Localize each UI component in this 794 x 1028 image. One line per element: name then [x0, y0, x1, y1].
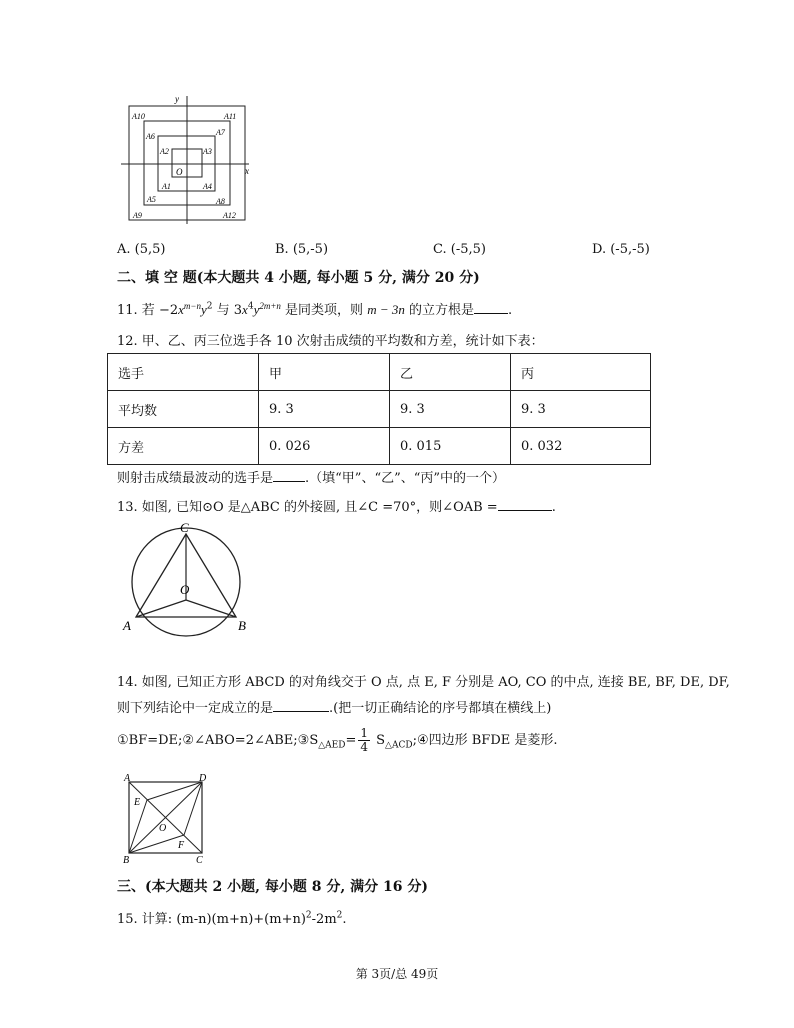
q11-suffix1: 是同类项，则 — [280, 303, 368, 318]
question-14-statements — [117, 727, 558, 754]
q11-answer-blank[interactable] — [474, 301, 508, 314]
q14-s3: ;④四边形 BFDE 是菱形. — [412, 733, 558, 748]
q11-term1-coef: −2 — [158, 303, 179, 318]
question-12-prompt — [117, 467, 505, 486]
point-a-label: A — [123, 618, 131, 633]
q12-after-a: 则射击成绩最波动的选手是 — [117, 471, 274, 486]
label-a7: A7 — [216, 128, 225, 137]
point-c-label: C — [180, 520, 189, 535]
table-cell: 0. 026 — [259, 428, 390, 465]
origin-label: O — [176, 167, 183, 177]
table-cell: 丙 — [511, 354, 651, 391]
q14-answer-blank[interactable] — [273, 699, 329, 712]
q13-answer-blank[interactable] — [498, 498, 552, 511]
table-cell: 乙 — [390, 354, 511, 391]
label-a4: A4 — [203, 182, 212, 191]
label-a8: A8 — [216, 197, 225, 206]
q15-sup2: 2 — [336, 910, 343, 921]
page-footer: 第 3页/总 49页 — [355, 967, 439, 981]
spiral-figure — [117, 92, 257, 227]
q15-b: -2m — [311, 912, 337, 927]
table-cell: 0. 015 — [390, 428, 511, 465]
option-c: C. (-5,5) — [433, 242, 486, 257]
label-a10: A10 — [132, 112, 145, 121]
table-row — [108, 428, 651, 465]
x-axis-label: x — [245, 166, 249, 176]
q14-s2-sub: △ACD — [385, 740, 413, 751]
q11-term2-x: x — [242, 302, 248, 317]
y-axis-label: y — [175, 94, 179, 104]
point-a-label: A — [124, 773, 131, 784]
point-e-label: E — [134, 797, 141, 808]
table-cell: 9. 3 — [511, 391, 651, 428]
question-12: 12. 甲、乙、丙三位选手各 10 次射击成绩的平均数和方差，统计如下表： — [117, 334, 544, 349]
q15-a: 15. 计算: (m-n)(m+n)+(m+n) — [117, 912, 306, 927]
q13-end: . — [551, 500, 556, 515]
fraction-denominator: 4 — [360, 740, 368, 754]
q14-s1: ①BF=DE;②∠ABO=2∠ABE;③S — [117, 733, 319, 748]
q11-expr: m − 3n — [367, 302, 405, 317]
point-c-label: C — [196, 855, 203, 865]
fraction-numerator: 1 — [360, 726, 368, 740]
label-a9: A9 — [133, 211, 142, 220]
label-a11: A11 — [224, 112, 237, 121]
q14-fraction — [358, 727, 370, 754]
question-14-line2 — [117, 697, 551, 716]
table-header-row — [108, 354, 651, 391]
table-cell: 0. 032 — [511, 428, 651, 465]
q11-term2-coef: 3 — [233, 303, 243, 318]
q12-after-b: .（填“甲”、“乙”、“丙”中的一个） — [305, 471, 506, 486]
question-15 — [117, 908, 347, 927]
q14-s2: S — [372, 733, 386, 748]
point-f-label: F — [178, 840, 185, 851]
table-cell: 方差 — [108, 428, 259, 465]
point-b-label: B — [123, 855, 130, 865]
point-o-label: O — [180, 582, 190, 597]
square-figure — [117, 770, 217, 865]
q11-term1-y: y — [200, 302, 207, 317]
q11-term1-exp: m−n — [183, 300, 201, 311]
question-14-line1: 14. 如图, 已知正方形 ABCD 的对角线交于 O 点, 点 E, F 分别是 AO, CO 的中点, 连接 BE, BF, DE, DF, — [117, 675, 730, 690]
table-cell: 甲 — [259, 354, 390, 391]
q11-term2-exp: 4 — [247, 301, 254, 312]
q11-term1-exp2: 2 — [206, 301, 213, 312]
q11-prefix: 11. 若 — [117, 303, 155, 318]
point-o-label: O — [159, 823, 167, 834]
table-cell: 选手 — [108, 354, 259, 391]
point-b-label: B — [238, 618, 246, 633]
q13-text: 13. 如图, 已知⊙O 是△ABC 的外接圆, 且∠C =70°，则∠OAB = — [117, 500, 498, 515]
option-b: B. (5,-5) — [275, 242, 329, 257]
q15-sup: 2 — [305, 910, 312, 921]
question-13 — [117, 496, 556, 515]
score-table — [107, 353, 651, 465]
label-a3: A3 — [203, 147, 212, 156]
section-2-title: 二、填 空 题(本大题共 4 小题, 每小题 5 分, 满分 20 分) — [117, 270, 480, 286]
q11-term2-exp2: 2m+n — [259, 300, 281, 311]
q11-end: . — [508, 303, 513, 318]
q11-term1-x: x — [178, 302, 184, 317]
label-a1: A1 — [162, 182, 171, 191]
table-cell: 9. 3 — [390, 391, 511, 428]
circumcircle-figure — [117, 520, 262, 638]
q11-term2-y: y — [253, 302, 260, 317]
q14-line2-a: 则下列结论中一定成立的是 — [117, 701, 274, 716]
question-11 — [117, 299, 512, 318]
q14-eq: = — [345, 733, 357, 748]
point-d-label: D — [199, 773, 207, 784]
table-row — [108, 391, 651, 428]
q15-end: . — [342, 912, 347, 927]
label-a12: A12 — [223, 211, 236, 220]
section-3-title: 三、(本大题共 2 小题, 每小题 8 分, 满分 16 分) — [117, 879, 428, 895]
label-a6: A6 — [146, 132, 155, 141]
label-a2: A2 — [160, 147, 169, 156]
q12-answer-blank[interactable] — [273, 469, 305, 482]
table-cell: 平均数 — [108, 391, 259, 428]
table-cell: 9. 3 — [259, 391, 390, 428]
q11-suffix2: 的立方根是 — [404, 303, 474, 318]
label-a5: A5 — [147, 195, 156, 204]
option-d: D. (-5,-5) — [592, 242, 650, 257]
option-a: A. (5,5) — [117, 242, 166, 257]
q14-s1-sub: △AED — [318, 740, 346, 751]
q11-mid: 与 — [212, 303, 234, 318]
q14-line2-b: .(把一切正确结论的序号都填在横线上) — [329, 701, 552, 716]
